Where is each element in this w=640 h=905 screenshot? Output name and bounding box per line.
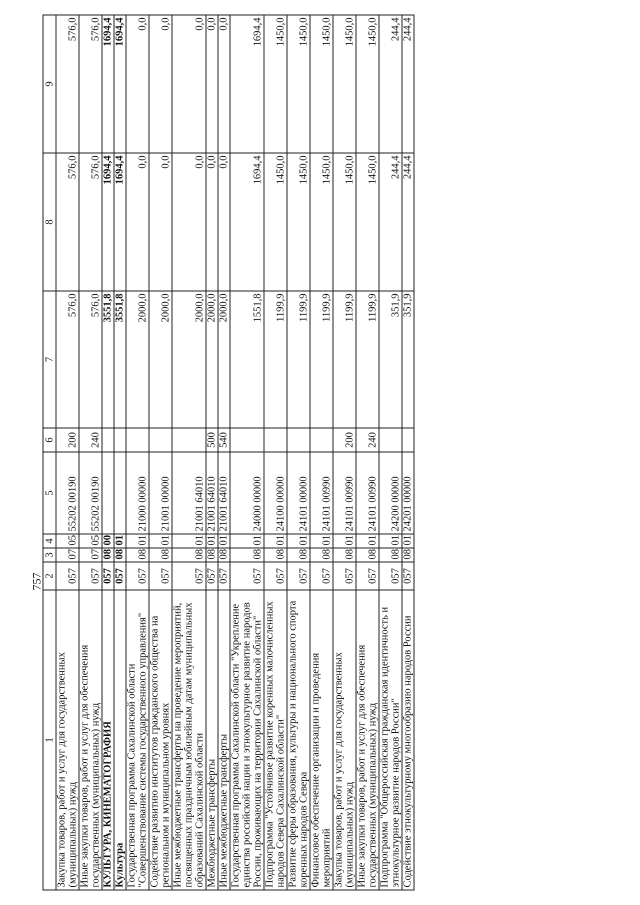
amount-cell: 244,4 <box>402 153 414 291</box>
section-cell: 08 <box>206 548 218 562</box>
expense-type-cell <box>287 428 310 452</box>
section-cell: 08 <box>356 548 379 562</box>
expense-type-cell <box>379 428 402 452</box>
amount-cell: 1450,0 <box>356 15 379 153</box>
section-cell: 07 <box>79 548 102 562</box>
amount-cell: 0,0 <box>172 153 206 291</box>
amount-cell: 2000,0 <box>149 291 172 428</box>
target-code-cell: 24101 00000 <box>287 452 310 534</box>
budget-table <box>43 14 415 890</box>
section-cell: 08 <box>402 548 414 562</box>
target-code-cell: 21001 64010 <box>218 452 230 534</box>
amount-cell: 576,0 <box>56 291 79 428</box>
amount-cell: 576,0 <box>79 15 102 153</box>
section-cell: 08 <box>264 548 287 562</box>
amount-cell: 1694,4 <box>114 15 126 153</box>
table-row <box>310 15 333 890</box>
column-header: 2 <box>43 562 56 590</box>
amount-cell: 244,4 <box>402 15 414 153</box>
target-code-cell: 24101 00990 <box>310 452 333 534</box>
target-code-cell: 55202 00190 <box>79 452 102 534</box>
amount-cell: 3551,8 <box>102 291 114 428</box>
name-cell: Содействие развитию институтов гражданского общества на региональном и муниципальном уровнях <box>149 590 172 890</box>
table-row <box>114 15 126 890</box>
name-cell: КУЛЬТУРА, КИНЕМАТОГРАФИЯ <box>102 590 114 890</box>
admin-code-cell: 057 <box>218 562 230 590</box>
expense-type-cell <box>402 428 414 452</box>
table-row <box>218 15 230 890</box>
amount-cell: 1450,0 <box>287 15 310 153</box>
amount-cell: 0,0 <box>172 15 206 153</box>
column-header: 4 <box>43 534 56 548</box>
subsection-cell: 01 <box>114 534 126 548</box>
subsection-cell: 01 <box>287 534 310 548</box>
amount-cell: 244,4 <box>379 153 402 291</box>
amount-cell: 2000,0 <box>206 291 218 428</box>
subsection-cell: 05 <box>79 534 102 548</box>
admin-code-cell: 057 <box>172 562 206 590</box>
table-row <box>172 15 206 890</box>
table-row <box>379 15 402 890</box>
amount-cell: 244,4 <box>379 15 402 153</box>
section-cell: 08 <box>126 548 149 562</box>
table-row <box>149 15 172 890</box>
subsection-cell: 00 <box>102 534 114 548</box>
expense-type-cell <box>264 428 287 452</box>
name-cell: Государственная программа Сахалинской области "Совершенствование системы государственного управления" <box>126 590 149 890</box>
column-header: 7 <box>43 291 56 428</box>
rotated-page <box>29 15 598 890</box>
amount-cell: 1199,9 <box>356 291 379 428</box>
amount-cell: 1199,9 <box>310 291 333 428</box>
admin-code-cell: 057 <box>264 562 287 590</box>
column-header: 3 <box>43 548 56 562</box>
table-row <box>230 15 264 890</box>
target-code-cell: 24201 00000 <box>402 452 414 534</box>
amount-cell: 576,0 <box>79 291 102 428</box>
target-code-cell: 24101 00990 <box>333 452 356 534</box>
table-row <box>79 15 102 890</box>
table-row <box>264 15 287 890</box>
name-cell: Закупка товаров, работ и услуг для государственных (муниципальных) нужд <box>333 590 356 890</box>
expense-type-cell: 240 <box>79 428 102 452</box>
section-cell: 08 <box>102 548 114 562</box>
admin-code-cell: 057 <box>114 562 126 590</box>
table-row <box>287 15 310 890</box>
subsection-cell: 01 <box>126 534 149 548</box>
amount-cell: 1450,0 <box>310 15 333 153</box>
name-cell: Иные межбюджетные трансферты <box>218 590 230 890</box>
admin-code-cell: 057 <box>79 562 102 590</box>
expense-type-cell: 540 <box>218 428 230 452</box>
admin-code-cell: 057 <box>149 562 172 590</box>
section-cell: 08 <box>149 548 172 562</box>
amount-cell: 1450,0 <box>333 153 356 291</box>
amount-cell: 1450,0 <box>264 153 287 291</box>
target-code-cell <box>114 452 126 534</box>
name-cell: Иные межбюджетные трансферты на проведение мероприятий, посвященных праздничным юбилейным датам муниципальных образований Сахалинской области <box>172 590 206 890</box>
name-cell: Содействие этнокультурному многообразию народов России <box>402 590 414 890</box>
amount-cell: 576,0 <box>79 153 102 291</box>
amount-cell: 0,0 <box>149 15 172 153</box>
table-row <box>56 15 79 890</box>
subsection-cell: 01 <box>172 534 206 548</box>
expense-type-cell: 240 <box>356 428 379 452</box>
amount-cell: 351,9 <box>379 291 402 428</box>
amount-cell: 2000,0 <box>126 291 149 428</box>
column-header: 8 <box>43 153 56 291</box>
subsection-cell: 01 <box>218 534 230 548</box>
subsection-cell: 05 <box>56 534 79 548</box>
subsection-cell: 01 <box>310 534 333 548</box>
expense-type-cell <box>102 428 114 452</box>
amount-cell: 0,0 <box>218 15 230 153</box>
target-code-cell: 24101 00990 <box>356 452 379 534</box>
table-row <box>402 15 414 890</box>
target-code-cell: 24100 00000 <box>264 452 287 534</box>
amount-cell: 0,0 <box>126 153 149 291</box>
target-code-cell: 24000 00000 <box>230 452 264 534</box>
section-cell: 08 <box>230 548 264 562</box>
name-cell: Межбюджетные трансферты <box>206 590 218 890</box>
amount-cell: 1450,0 <box>356 153 379 291</box>
section-cell: 07 <box>56 548 79 562</box>
amount-cell: 576,0 <box>56 153 79 291</box>
name-cell: Развитие сферы образования, культуры и национального спорта коренных народов Севера <box>287 590 310 890</box>
admin-code-cell: 057 <box>402 562 414 590</box>
subsection-cell: 01 <box>356 534 379 548</box>
amount-cell: 1694,4 <box>102 15 114 153</box>
expense-type-cell <box>114 428 126 452</box>
table-row <box>206 15 218 890</box>
table-row <box>356 15 379 890</box>
subsection-cell: 01 <box>264 534 287 548</box>
section-cell: 08 <box>310 548 333 562</box>
amount-cell: 3551,8 <box>114 291 126 428</box>
amount-cell: 1694,4 <box>230 15 264 153</box>
amount-cell: 1694,4 <box>102 153 114 291</box>
expense-type-cell: 500 <box>206 428 218 452</box>
table-row <box>333 15 356 890</box>
amount-cell: 1199,9 <box>264 291 287 428</box>
amount-cell: 1450,0 <box>310 153 333 291</box>
amount-cell: 1450,0 <box>333 15 356 153</box>
section-cell: 08 <box>379 548 402 562</box>
amount-cell: 0,0 <box>206 153 218 291</box>
expense-type-cell: 200 <box>56 428 79 452</box>
admin-code-cell: 057 <box>126 562 149 590</box>
name-cell: Иные закупки товаров, работ и услуг для обеспечения государственных (муниципальных) нужд <box>356 590 379 890</box>
amount-cell: 1694,4 <box>230 153 264 291</box>
expense-type-cell <box>149 428 172 452</box>
admin-code-cell: 057 <box>379 562 402 590</box>
amount-cell: 351,9 <box>402 291 414 428</box>
section-cell: 08 <box>333 548 356 562</box>
column-header: 1 <box>43 590 56 890</box>
admin-code-cell: 057 <box>56 562 79 590</box>
admin-code-cell: 057 <box>356 562 379 590</box>
subsection-cell: 01 <box>379 534 402 548</box>
name-cell: Закупка товаров, работ и услуг для государственных (муниципальных) нужд <box>56 590 79 890</box>
target-code-cell: 21001 64010 <box>172 452 206 534</box>
subsection-cell: 01 <box>333 534 356 548</box>
target-code-cell: 21000 00000 <box>126 452 149 534</box>
subsection-cell: 01 <box>206 534 218 548</box>
amount-cell: 576,0 <box>56 15 79 153</box>
expense-type-cell <box>230 428 264 452</box>
amount-cell: 1694,4 <box>114 153 126 291</box>
amount-cell: 0,0 <box>126 15 149 153</box>
name-cell: Подпрограмма "Общероссийская гражданская идентичность и этнокультурное развитие народов России" <box>379 590 402 890</box>
amount-cell: 0,0 <box>218 153 230 291</box>
table-row <box>102 15 114 890</box>
admin-code-cell: 057 <box>287 562 310 590</box>
page-number: 757 <box>29 572 44 590</box>
expense-type-cell <box>126 428 149 452</box>
section-cell: 08 <box>172 548 206 562</box>
section-cell: 08 <box>218 548 230 562</box>
amount-cell: 1450,0 <box>264 15 287 153</box>
name-cell: Иные закупки товаров, работ и услуг для обеспечения государственных (муниципальных) нужд <box>79 590 102 890</box>
name-cell: Финансовое обеспечение организации и проведения мероприятий <box>310 590 333 890</box>
subsection-cell: 01 <box>402 534 414 548</box>
subsection-cell: 01 <box>149 534 172 548</box>
amount-cell: 1551,8 <box>230 291 264 428</box>
amount-cell: 0,0 <box>149 153 172 291</box>
header-row <box>43 15 56 890</box>
admin-code-cell: 057 <box>102 562 114 590</box>
column-header: 5 <box>43 452 56 534</box>
amount-cell: 1199,9 <box>287 291 310 428</box>
column-header: 6 <box>43 428 56 452</box>
target-code-cell <box>102 452 114 534</box>
target-code-cell: 24200 00000 <box>379 452 402 534</box>
amount-cell: 1450,0 <box>287 153 310 291</box>
admin-code-cell: 057 <box>230 562 264 590</box>
target-code-cell: 21001 00000 <box>149 452 172 534</box>
section-cell: 08 <box>114 548 126 562</box>
expense-type-cell: 200 <box>333 428 356 452</box>
name-cell: Культура <box>114 590 126 890</box>
expense-type-cell <box>310 428 333 452</box>
name-cell: Государственная программа Сахалинской области "Укрепление единства российской нации и этнокультурное развитие народов России, проживающих на территории Сахалинской области" <box>230 590 264 890</box>
target-code-cell: 21001 64010 <box>206 452 218 534</box>
amount-cell: 2000,0 <box>218 291 230 428</box>
section-cell: 08 <box>287 548 310 562</box>
target-code-cell: 55202 00190 <box>56 452 79 534</box>
subsection-cell: 01 <box>230 534 264 548</box>
amount-cell: 2000,0 <box>172 291 206 428</box>
table-row <box>126 15 149 890</box>
expense-type-cell <box>172 428 206 452</box>
column-header: 9 <box>43 15 56 153</box>
amount-cell: 0,0 <box>206 15 218 153</box>
name-cell: Подпрограмма "Устойчивое развитие коренных малочисленных народов Севера Сахалинской области" <box>264 590 287 890</box>
admin-code-cell: 057 <box>310 562 333 590</box>
amount-cell: 1199,9 <box>333 291 356 428</box>
admin-code-cell: 057 <box>206 562 218 590</box>
admin-code-cell: 057 <box>333 562 356 590</box>
